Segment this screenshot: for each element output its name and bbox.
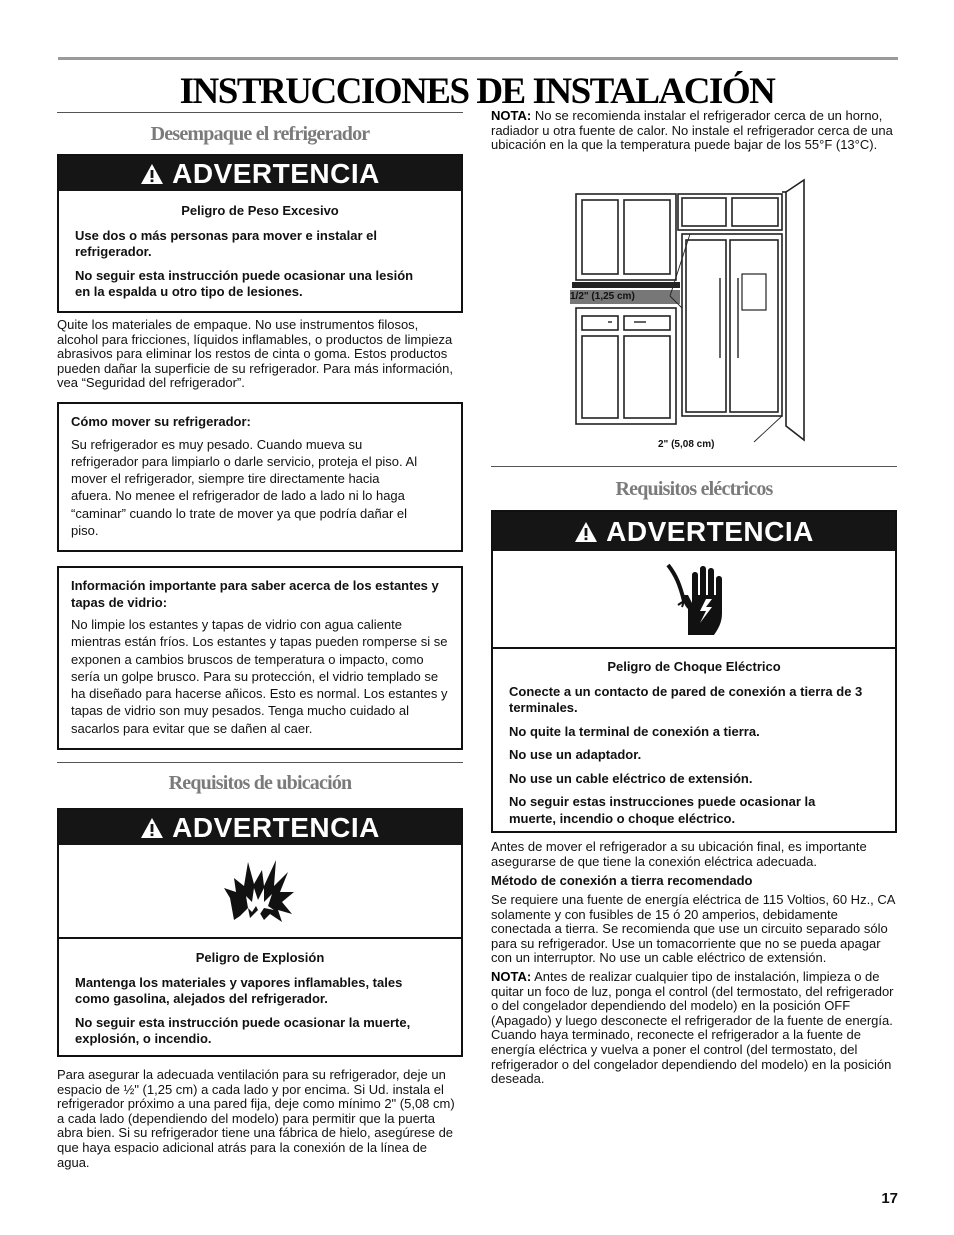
warning-label: ADVERTENCIA bbox=[172, 157, 380, 189]
explosion-icon-area bbox=[59, 845, 461, 939]
warning-line: Conecte a un contacto de pared de conexión a tierra de 3 terminales. bbox=[509, 683, 863, 715]
warning-label: ADVERTENCIA bbox=[172, 811, 380, 843]
note-power bbox=[491, 970, 897, 1087]
warning-line: No seguir esta instrucción puede ocasionar la muerte, explosión, o incendio. bbox=[75, 1014, 411, 1046]
warning-line: No quite la terminal de conexión a tierra. bbox=[509, 723, 760, 739]
note-text: No se recomienda instalar el refrigerador cerca de un horno, radiador u otra fuente de calor. No instale el refrigerador cerca de una ubicación en la que la temperatura puede bajar de los 55°F (13°C). bbox=[491, 108, 893, 153]
grounding-method-heading: Método de conexión a tierra recomendado bbox=[491, 873, 753, 888]
note-heat bbox=[491, 109, 897, 153]
info-box-text: Su refrigerador es muy pesado. Cuando mueva su refrigerador para limpiarlo o darle servicio, proteja el piso. Al mover el refrigerador, siempre tire directamente hacia afuera. No menee el refrigerador de lado a lado ni lo haga “caminar” cuando lo trate de mover ya que podría dañar el piso. bbox=[71, 436, 418, 538]
electric-shock-hand-icon bbox=[662, 561, 726, 637]
top-rule bbox=[58, 57, 898, 60]
warning-line: No seguir esta instrucción puede ocasionar una lesión en la espalda u otro tipo de lesiones. bbox=[75, 267, 414, 299]
warning-line: Mantenga los materiales y vapores inflamables, tales como gasolina, alejados del refrigerador. bbox=[75, 974, 403, 1006]
note-label: NOTA: bbox=[491, 969, 532, 984]
warning-box-explosion bbox=[57, 808, 463, 1057]
location-paragraph: Para asegurar la adecuada ventilación para su refrigerador, deje un espacio de ½" (1,25 cm) a cada lado y por encima. Si Ud. instala el refrigerador próximo a una pared fija, deje como mínimo 2" (5,08 cm) a cada lado (dependiendo del modelo) para permitir que la puerta abra bien. Si su refrigerador tiene una fábrica de hielo, asegúrese de que haya espacio adicional atrás para la conexión de la línea de agua. bbox=[57, 1067, 455, 1170]
warning-triangle-icon bbox=[140, 817, 164, 839]
explosion-icon bbox=[224, 858, 296, 924]
section-heading-unpack: Desempaque el refrigerador bbox=[150, 123, 370, 145]
electrical-intro: Antes de mover el refrigerador a su ubicación final, es importante asegurarse de que tiene la conexión eléctrica adecuada. bbox=[491, 839, 867, 869]
section-heading-location: Requisitos de ubicación bbox=[168, 772, 352, 794]
info-box-moving bbox=[57, 402, 463, 552]
warning-line: No use un adaptador. bbox=[509, 747, 642, 762]
info-box-title: Cómo mover su refrigerador: bbox=[71, 414, 251, 429]
clearance-label-two: 2" (5,08 cm) bbox=[658, 439, 715, 450]
section-rule bbox=[57, 762, 463, 763]
info-box-title: Información importante para saber acerca de los estantes y tapas de vidrio: bbox=[71, 578, 439, 610]
warning-header bbox=[493, 512, 895, 551]
page-title: INSTRUCCIONES DE INSTALACIÓN bbox=[179, 71, 775, 112]
warning-line: No use un cable eléctrico de extensión. bbox=[509, 770, 753, 786]
warning-header bbox=[59, 156, 461, 191]
info-box-glass bbox=[57, 566, 463, 750]
info-box-text: No limpie los estantes y tapas de vidrio con agua caliente mientras están fríos. Los estantes y tapas pueden romperse si se exponen a cambios bruscos de temperatura o impacto, como sería un golpe brusco. Para su protección, el vidrio templado se ha diseñado para hacerse añicos. Esto es normal. Los estantes y tapas de vidrio son muy pesados. Tenga mucho cuidado al sacarlos para evitar que se dañen al caer. bbox=[71, 617, 448, 736]
warning-box-weight bbox=[57, 154, 463, 313]
warning-triangle-icon bbox=[574, 521, 598, 543]
hazard-title: Peligro de Choque Eléctrico bbox=[607, 659, 781, 674]
warning-header bbox=[59, 810, 461, 845]
grounding-method-text: Se requiere una fuente de energía eléctrica de 115 Voltios, 60 Hz., CA solamente y con fusibles de 15 ó 20 amperios, debidamente conectada a tierra. Se recomienda que use un circuito separado sólo para su refrigerador. Use un tomacorriente que no se pueda apagar con un interruptor. No use un cable eléctrico de extensión. bbox=[491, 892, 895, 966]
clearance-diagram bbox=[570, 178, 815, 453]
warning-line: No seguir estas instrucciones puede ocasionar la muerte, incendio o choque eléctrico. bbox=[509, 794, 816, 826]
hazard-title: Peligro de Peso Excesivo bbox=[181, 203, 339, 218]
warning-label: ADVERTENCIA bbox=[606, 515, 814, 547]
clearance-label-half: 1/2" (1,25 cm) bbox=[570, 291, 635, 302]
section-rule bbox=[491, 466, 897, 467]
warning-line: Use dos o más personas para mover e instalar el refrigerador. bbox=[75, 227, 378, 259]
page-number: 17 bbox=[881, 1190, 898, 1207]
warning-box-electrical bbox=[491, 510, 897, 833]
section-heading-electrical: Requisitos eléctricos bbox=[615, 478, 773, 500]
hazard-title: Peligro de Explosión bbox=[195, 950, 325, 965]
unpack-paragraph: Quite los materiales de empaque. No use instrumentos filosos, alcohol para fricciones, líquidos inflamables, o productos de limpieza abrasivos para eliminar los restos de cinta o goma. Estos productos pueden dañar la superficie de su refrigerador. Para más información, vea “Seguridad del refrigerador”. bbox=[57, 317, 453, 391]
note-text: Antes de realizar cualquier tipo de instalación, limpieza o de quitar un foco de luz, ponga el control (del termostato, del refrigerador o del congelador dependiendo del modelo) en la posición OFF (Apagado) y luego desconecte el refrigerador de la fuente de energía. Cuando haya terminado, reconecte el refrigerador a la fuente de energía eléctrica y vuelva a poner el control (del termostato, del refrigerador o del congelador dependiendo del modelo) en la posición deseada. bbox=[491, 969, 894, 1087]
section-rule bbox=[57, 112, 463, 113]
warning-triangle-icon bbox=[140, 163, 164, 185]
shock-icon-area bbox=[493, 551, 895, 649]
note-label: NOTA: bbox=[491, 108, 532, 123]
